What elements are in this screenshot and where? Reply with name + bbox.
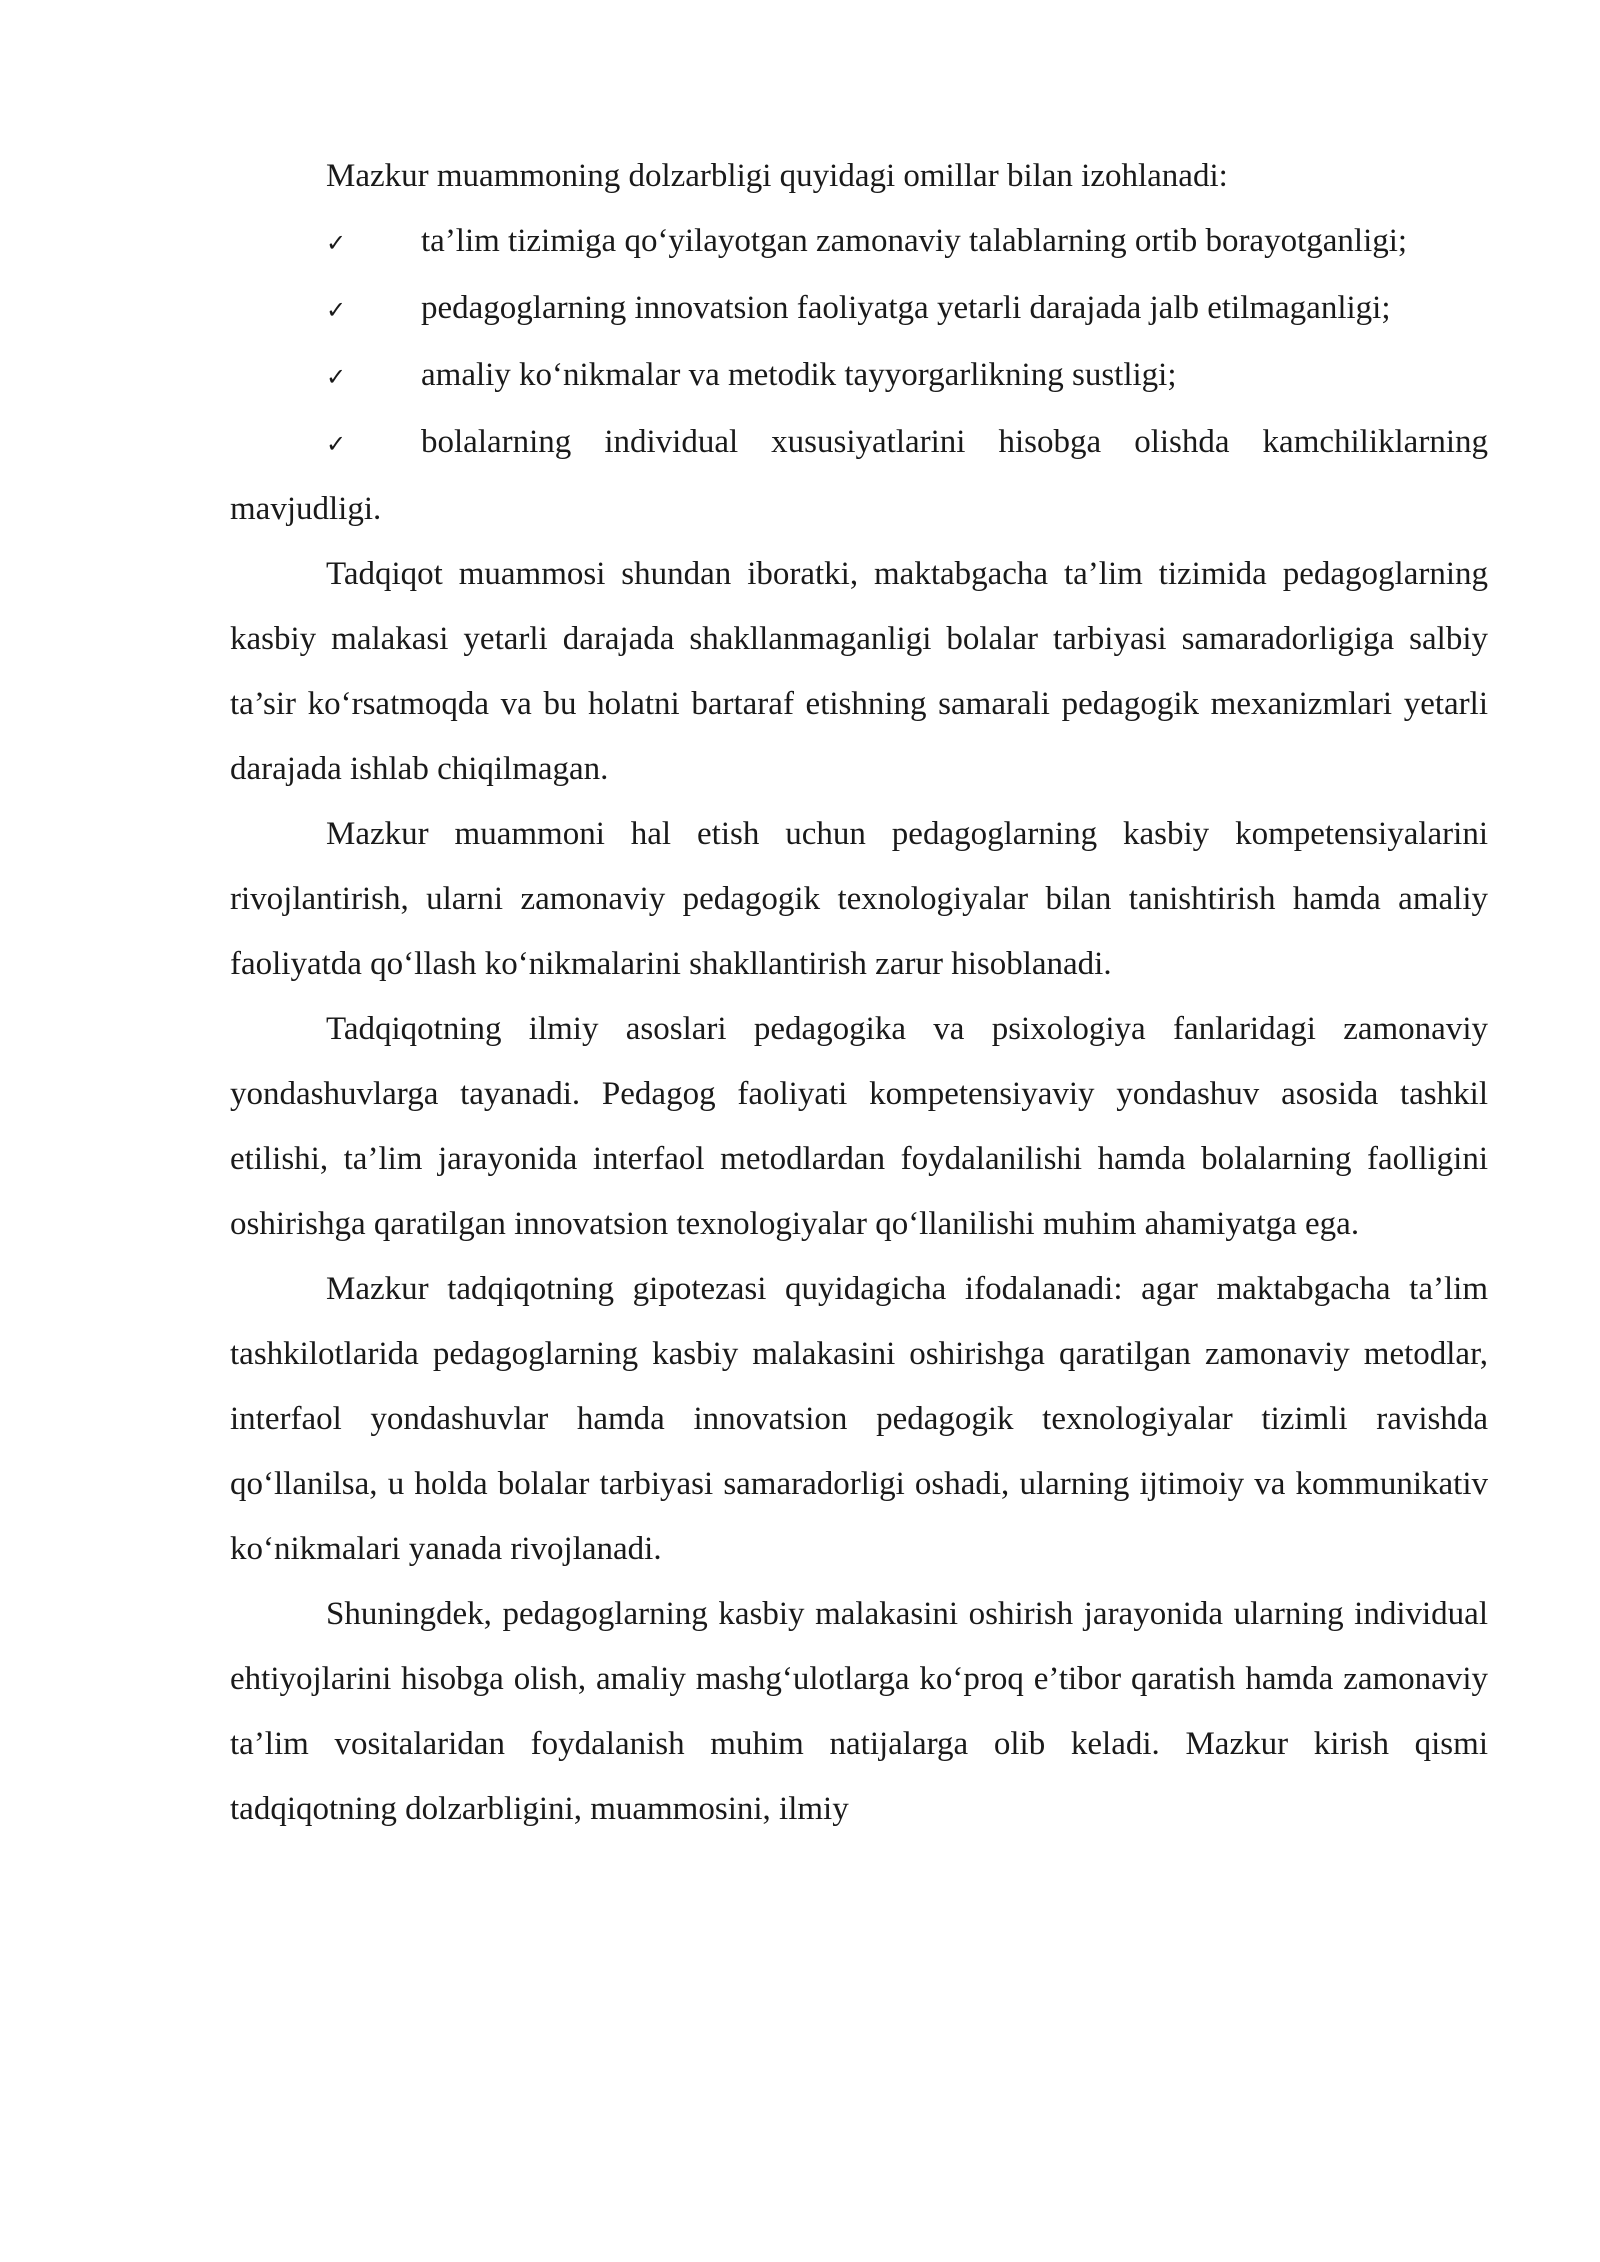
list-item-text: pedagoglarning innovatsion faoliyatga yetarli darajada jalb etilmaganligi; bbox=[421, 290, 1391, 326]
checkmark-icon: ✓ bbox=[326, 430, 347, 458]
list-item bbox=[230, 209, 1488, 276]
intro-paragraph: Mazkur muammoning dolzarbligi quyidagi omillar bilan izohlanadi: bbox=[326, 158, 1228, 194]
body-paragraph: Mazkur muammoni hal etish uchun pedagoglarning kasbiy kompetensiyalarini rivojlantirish, ularni zamonaviy pedagogik texnologiyalar bilan tanishtirish hamda amaliy faoliyatda qo‘llash ko‘nikmalarini shakllantirish zarur hisoblanadi. bbox=[230, 816, 1488, 982]
list-item-text: bolalarning individual xususiyatlarini hisobga olishda kamchiliklarning mavjudligi. bbox=[230, 424, 1488, 527]
list-item-text: amaliy ko‘nikmalar va metodik tayyorgarlikning sustligi; bbox=[421, 357, 1177, 393]
checkmark-icon: ✓ bbox=[326, 229, 347, 257]
body-paragraph: Shuningdek, pedagoglarning kasbiy malakasini oshirish jarayonida ularning individual ehtiyojlarini hisobga olish, amaliy mashg‘ulotlarga ko‘proq e’tibor qaratish hamda zamonaviy ta’lim vositalaridan foydalanish muhim natijalarga olib keladi. Mazkur kirish qismi tadqiqotning dolzarbligini, muammosini, ilmiy bbox=[230, 1596, 1488, 1827]
body-paragraph: Tadqiqot muammosi shundan iboratki, maktabgacha ta’lim tizimida pedagoglarning kasbiy malakasi yetarli darajada shakllanmaganligi bolalar tarbiyasi samaradorligiga salbiy ta’sir ko‘rsatmoqda va bu holatni bartaraf etishning samarali pedagogik mexanizmlari yetarli darajada ishlab chiqilmagan. bbox=[230, 556, 1488, 787]
body-paragraph: Mazkur tadqiqotning gipotezasi quyidagicha ifodalanadi: agar maktabgacha ta’lim tashkilotlarida pedagoglarning kasbiy malakasini oshirishga qaratilgan zamonaviy metodlar, interfaol yondashuvlar hamda innovatsion pedagogik texnologiyalar tizimli ravishda qo‘llanilsa, u holda bolalar tarbiyasi samaradorligi oshadi, ularning ijtimoiy va kommunikativ ko‘nikmalari yanada rivojlanadi. bbox=[230, 1271, 1488, 1567]
list-item bbox=[230, 410, 1488, 542]
checkmark-icon: ✓ bbox=[326, 296, 347, 324]
checkmark-icon: ✓ bbox=[326, 363, 347, 391]
list-item-text: ta’lim tizimiga qo‘yilayotgan zamonaviy talablarning ortib borayotganligi; bbox=[421, 223, 1408, 259]
document-page bbox=[230, 144, 1488, 1842]
list-item bbox=[230, 276, 1488, 343]
list-item bbox=[230, 343, 1488, 410]
body-paragraph: Tadqiqotning ilmiy asoslari pedagogika va psixologiya fanlaridagi zamonaviy yondashuvlarga tayanadi. Pedagog faoliyati kompetensiyaviy yondashuv asosida tashkil etilishi, ta’lim jarayonida interfaol metodlardan foydalanilishi hamda bolalarning faolligini oshirishga qaratilgan innovatsion texnologiyalar qo‘llanilishi muhim ahamiyatga ega. bbox=[230, 1011, 1488, 1242]
